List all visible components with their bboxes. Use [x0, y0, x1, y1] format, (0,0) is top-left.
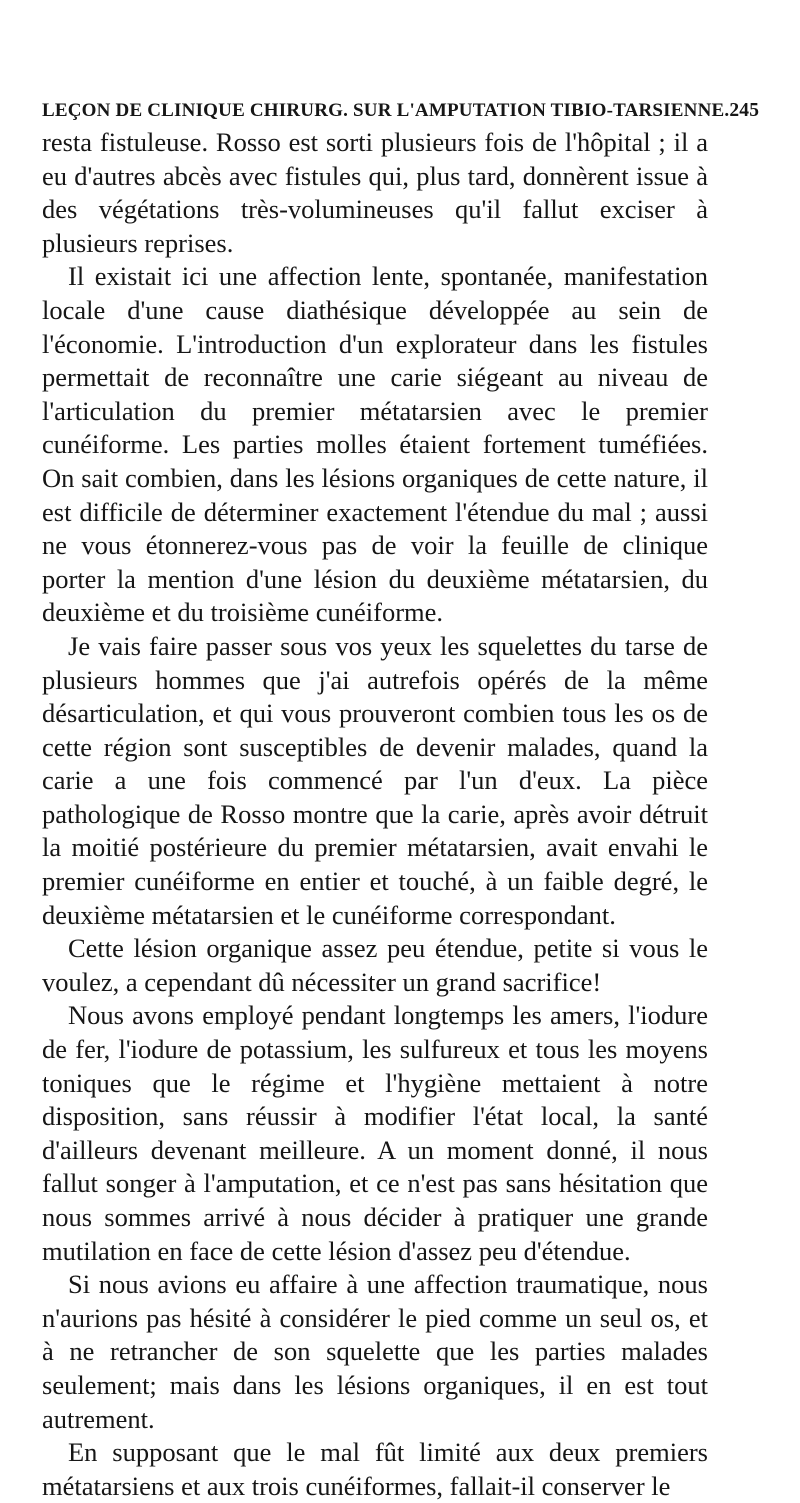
running-head [42, 100, 760, 122]
paragraph-2: Il existait ici une affection lente, spontanée, manifestation locale d'une cause diathésique développée au sein de l'économie. L'introduction d'un explorateur dans les fistules permettait de reconnaître une carie siégeant au niveau de l'articulation du premier métatarsien avec le premier cunéiforme. Les parties molles étaient fortement tuméfiées. On sait combien, dans les lésions organiques de cette nature, il est difficile de déterminer exactement l'étendue du mal ; aussi ne vous étonnerez-vous pas de voir la feuille de clinique porter la mention d'une lésion du deuxième métatarsien, du deuxième et du troisième cunéiforme. [42, 261, 708, 628]
paragraph-6: Si nous avions eu affaire à une affection traumatique, nous n'aurions pas hésité à considérer le pied comme un seul os, et à ne retrancher de son squelette que les parties malades seulement; mais dans les lésions organiques, il en est tout autrement. [42, 1269, 708, 1434]
paragraph-3: Je vais faire passer sous vos yeux les squelettes du tarse de plusieurs hommes que j'ai autrefois opérés de la même désarticulation, et qui vous prouveront combien tous les os de cette région sont susceptibles de devenir malades, quand la carie a une fois commencé par l'un d'eux. La pièce pathologique de Rosso montre que la carie, après avoir détruit la moitié postérieure du premier métatarsien, avait envahi le premier cunéiforme en entier et touché, à un faible degré, le deuxième métatarsien et le cunéiforme correspondant. [42, 630, 708, 930]
body-text [42, 126, 708, 1503]
paragraph-4: Cette lésion organique assez peu étendue, petite si vous le voulez, a cependant dû nécessiter un grand sacrifice! [42, 933, 708, 997]
running-title: LEÇON DE CLINIQUE CHIRURG. SUR L'AMPUTATION TIBIO-TARSIENNE. [42, 100, 730, 121]
page-number: 245 [729, 100, 760, 121]
paragraph-7: En supposant que le mal fût limité aux deux premiers métatarsiens et aux trois cunéiformes, fallait-il conserver le [42, 1437, 708, 1501]
paragraph-1: resta fistuleuse. Rosso est sorti plusieurs fois de l'hôpital ; il a eu d'autres abcès avec fistules qui, plus tard, donnèrent issue à des végétations très-volumineuses qu'il fallut exciser à plusieurs reprises. [42, 127, 708, 258]
paragraph-5: Nous avons employé pendant longtemps les amers, l'iodure de fer, l'iodure de potassium, les sulfureux et tous les moyens toniques que le régime et l'hygiène mettaient à notre disposition, sans réussir à modifier l'état local, la santé d'ailleurs devenant meilleure. A un moment donné, il nous fallut songer à l'amputation, et ce n'est pas sans hésitation que nous sommes arrivé à nous décider à pratiquer une grande mutilation en face de cette lésion d'assez peu d'étendue. [42, 1000, 708, 1266]
